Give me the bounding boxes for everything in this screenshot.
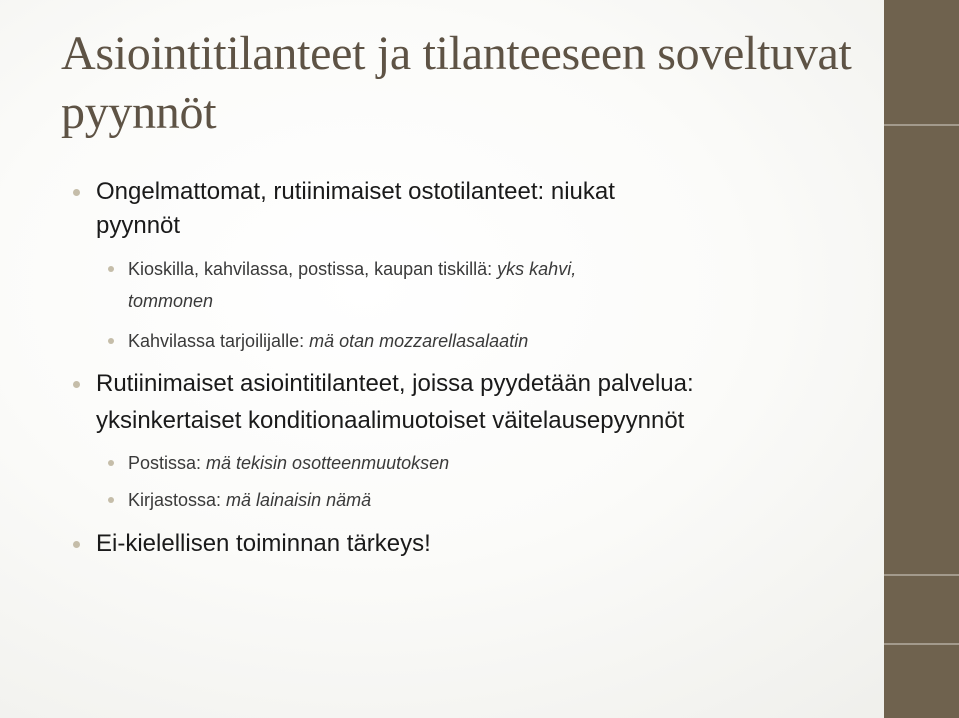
sub-bullet-text: Kioskilla, kahvilassa, postissa, kaupan tiskillä:: [128, 259, 498, 279]
bullet-dot-icon: [73, 381, 80, 388]
sub-bullet-item: [128, 447, 449, 479]
sub-bullet-item: [128, 253, 576, 285]
sidebar-divider: [884, 643, 959, 645]
bullet-text-line: Ei-kielellisen toiminnan tärkeys!: [96, 530, 431, 557]
sub-bullet-example: mä otan mozzarellasalaatin: [309, 331, 529, 351]
sub-bullet-text: Postissa:: [128, 453, 207, 473]
bullet-text-line: yksinkertaiset konditionaalimuotoiset väitelausepyynnöt: [96, 407, 685, 434]
bullet-dot-icon: [108, 338, 114, 344]
bullet-item: [96, 175, 615, 209]
sub-bullet-item: [128, 325, 528, 357]
bullet-dot-icon: [108, 460, 114, 466]
sidebar-divider: [884, 124, 959, 126]
bullet-dot-icon: [108, 266, 114, 272]
sidebar-divider: [884, 574, 959, 576]
decorative-sidebar: [884, 0, 959, 718]
bullet-text-line: Rutiinimaiset asiointitilanteet, joissa pyydetään palvelua:: [96, 370, 694, 397]
sub-bullet-text: Kirjastossa:: [128, 490, 227, 510]
bullet-continuation: [96, 404, 684, 438]
bullet-continuation: [96, 209, 180, 243]
bullet-dot-icon: [73, 541, 80, 548]
sub-bullet-example: mä lainaisin nämä: [226, 490, 372, 510]
bullet-dot-icon: [108, 497, 114, 503]
sub-bullet-continuation: [128, 285, 213, 317]
bullet-item: [96, 527, 431, 561]
bullet-item: [96, 367, 694, 401]
bullet-dot-icon: [73, 189, 80, 196]
sub-bullet-example: mä tekisin osotteenmuutoksen: [206, 453, 450, 473]
sub-bullet-example: yks kahvi,: [497, 259, 577, 279]
bullet-text-line: pyynnöt: [96, 212, 181, 239]
sub-bullet-item: [128, 484, 371, 516]
slide-title: Asiointitilanteet ja tilanteeseen soveltuvat pyynnöt: [61, 27, 852, 139]
sub-bullet-example: tommonen: [128, 291, 214, 311]
sub-bullet-text: Kahvilassa tarjoilijalle:: [128, 331, 310, 351]
bullet-text-line: Ongelmattomat, rutiinimaiset ostotilanteet: niukat: [96, 178, 615, 205]
